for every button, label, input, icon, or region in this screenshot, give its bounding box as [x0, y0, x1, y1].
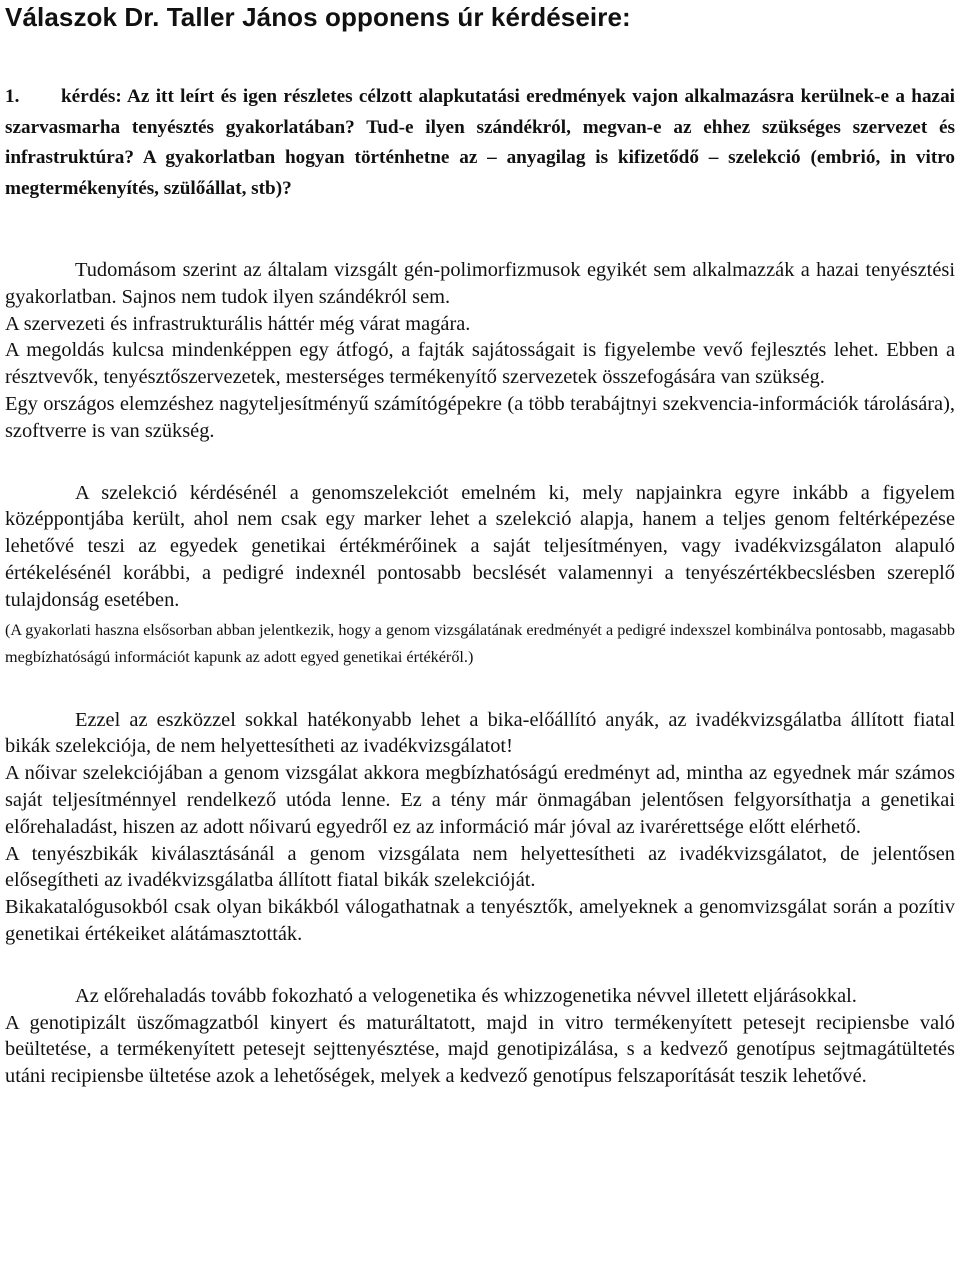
answer-paragraph: Az előrehaladás tovább fokozható a velogenetika és whizzogenetika névvel illetett eljárásokkal. [75, 984, 857, 1007]
question-paragraph [5, 82, 955, 204]
document-page [5, 0, 955, 1090]
answer-paragraph: A genotipizált üszőmagzatból kinyert és maturáltatott, majd in vitro termékenyített petesejt recipiensbe való beültetése, a termékenyített petesejt sejttenyésztése, majd genotipizálása, s a kedvező genotípus sejtmagátültetés utáni recipiensbe ültetése azok a lehetőségek, melyek a kedvező genotípus felszaporítását teszik lehetővé. [5, 1011, 955, 1088]
document-title: Válaszok Dr. Taller János opponens úr kérdéseire: [5, 2, 631, 32]
answer-note: (A gyakorlati haszna elsősorban abban jelentkezik, hogy a genom vizsgálatának eredményét a pedigré indexszel kombinálva pontosabb, magasabb megbízhatóságú információt kapunk az adott egyed genetikai értékéről.) [5, 620, 955, 667]
question-number: 1. [5, 86, 20, 107]
answer-paragraph: A megoldás kulcsa mindenképpen egy átfogó, a fajták sajátosságait is figyelembe vevő fejlesztés lehet. Ebben a résztvevők, tenyésztőszervezetek, mesterséges termékenyítő szervezetek összefogására van szükség. [5, 339, 955, 389]
answer-paragraph: Bikakatalógusokból csak olyan bikákból válogathatnak a tenyésztők, amelyeknek a genomvizsgálat során a pozítiv genetikai értékeiket alátámasztották. [5, 896, 955, 945]
answer-paragraph: A szelekció kérdésénél a genomszelekciót emelném ki, mely napjainkra egyre inkább a figyelem középpontjába került, ahol nem csak egy marker lehet a szelekció alapja, hanem a teljes genom feltérképezése lehetővé teszi az egyedek genetikai értékmérőinek a saját teljesítményen, vagy ivadékvizsgálaton alapuló értékelésénél korábbi, a pedigré indexnél pontosabb becslését valamennyi a tenyészértékbecslésben szereplő tulajdonság esetében. [5, 481, 955, 611]
question-text: kérdés: Az itt leírt és igen részletes célzott alapkutatási eredmények vajon alkalmazásra kerülnek-e a hazai szarvasmarha tenyésztés gyakorlatában? Tud-e ilyen szándékról, megvan-e az ehhez szükséges szervezet és infrastruktúra? A gyakorlatban hogyan történhetne az – anyagilag is kifizetődő – szelekció (embrió, in vitro megtermékenyítés, szülőállat, stb)? [5, 86, 955, 199]
answer-paragraph: A nőivar szelekciójában a genom vizsgálat akkora megbízhatóságú eredményt ad, mintha az egyednek már számos saját teljesítménnyel rendelkező utóda lenne. Ez a tény már önmagában jelentősen felgyorsíthatja a genetikai előrehaladást, hiszen az adott nőivarú egyedről ez az információ már jóval az ivarérettsége előtt elérhető. [5, 762, 955, 838]
answer-paragraph: A tenyészbikák kiválasztásánál a genom vizsgálata nem helyettesítheti az ivadékvizsgálatot, de jelentősen elősegítheti az ivadékvizsgálatba állított fiatal bikák szelekcióját. [5, 842, 955, 892]
answer-paragraph: Ezzel az eszközzel sokkal hatékonyabb lehet a bika-előállító anyák, az ivadékvizsgálatba állított fiatal bikák szelekciója, de nem helyettesítheti az ivadékvizsgálatot! [5, 708, 955, 758]
answer-paragraph: Egy országos elemzéshez nagyteljesítményű számítógépekre (a több terabájtnyi szekvencia-információk tárolására), szoftverre is van szükség. [5, 392, 955, 442]
answer-paragraph: A szervezeti és infrastrukturális háttér még várat magára. [5, 312, 471, 335]
answer-paragraph: Tudomásom szerint az általam vizsgált gén-polimorfizmusok egyikét sem alkalmazzák a hazai tenyésztési gyakorlatban. Sajnos nem tudok ilyen szándékról sem. [5, 259, 955, 308]
